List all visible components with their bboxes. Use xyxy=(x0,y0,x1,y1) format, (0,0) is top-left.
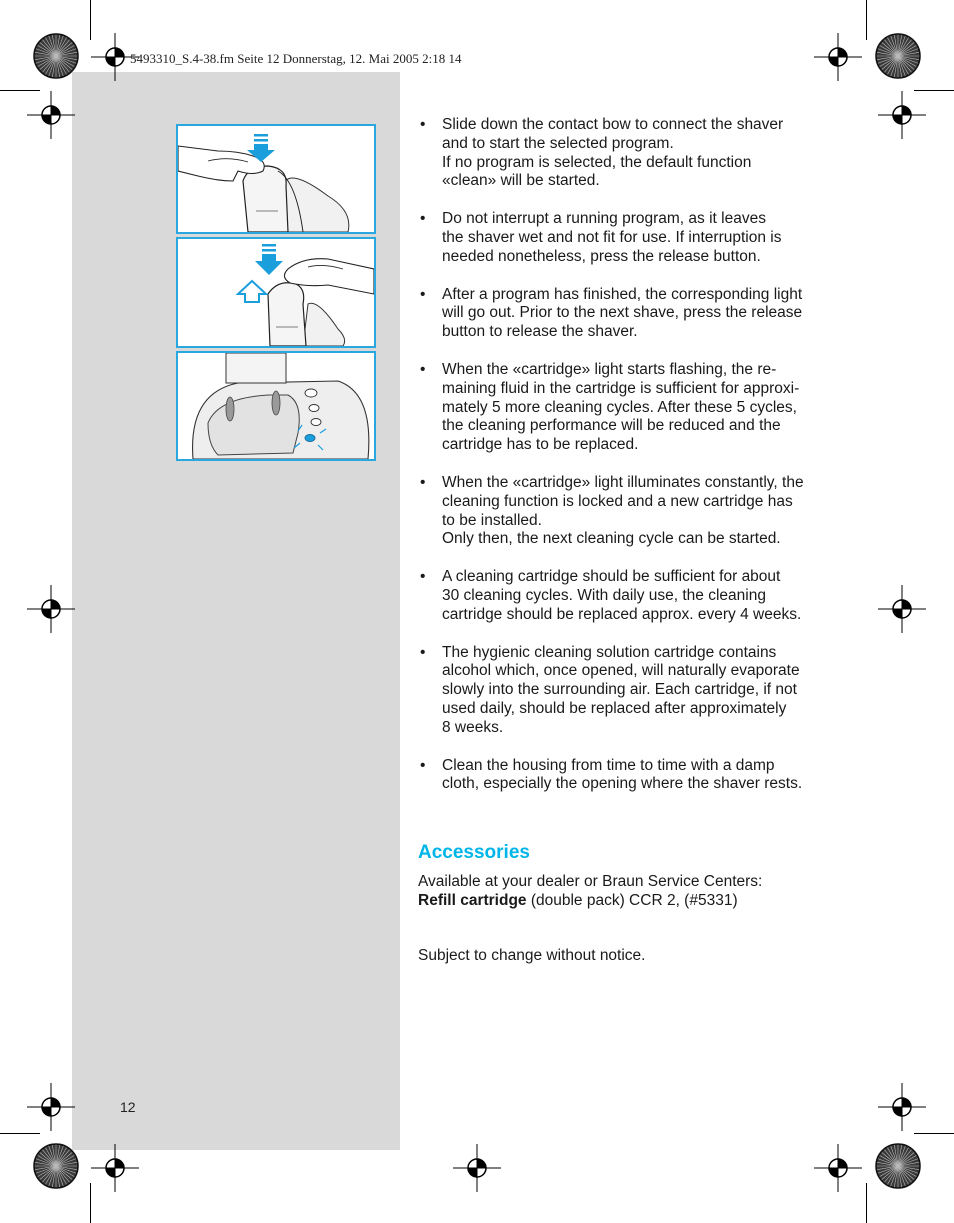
text-line: alcohol which, once opened, will naturally evaporate xyxy=(442,662,800,680)
text-line: 30 cleaning cycles. With daily use, the cleaning xyxy=(442,586,766,604)
text-line: the cleaning performance will be reduced and the xyxy=(442,417,781,435)
crop-line xyxy=(90,1183,91,1223)
accessories-product xyxy=(418,891,762,910)
registration-mark-icon xyxy=(878,91,926,139)
text-line: used daily, should be replaced after approximately xyxy=(442,699,787,717)
text-line: Only then, the next cleaning cycle can be started. xyxy=(442,530,781,548)
registration-mark-icon xyxy=(453,1144,501,1192)
text-line: When the «cartridge» light illuminates constantly, the xyxy=(442,473,804,491)
registration-mark-icon xyxy=(878,1083,926,1131)
text-line: When the «cartridge» light starts flashing, the re- xyxy=(442,360,777,378)
registration-mark-icon xyxy=(91,1144,139,1192)
figure-cartridge-light xyxy=(176,351,376,461)
text-line: slowly into the surrounding air. Each cartridge, if not xyxy=(442,681,797,699)
text-line: mately 5 more cleaning cycles. After these 5 cycles, xyxy=(442,398,797,416)
text-line: Do not interrupt a running program, as it leaves xyxy=(442,210,766,228)
text-line: cartridge should be replaced approx. every 4 weeks. xyxy=(442,605,802,623)
accessories-intro: Available at your dealer or Braun Service Centers: xyxy=(418,873,763,890)
color-wheel-icon xyxy=(33,33,79,79)
list-item xyxy=(418,210,838,266)
bullet-icon: • xyxy=(420,756,426,774)
product-name: Refill cartridge xyxy=(418,892,527,909)
crop-line xyxy=(0,90,40,91)
text-line: cartridge has to be replaced. xyxy=(442,436,639,454)
accessories-heading: Accessories xyxy=(418,842,530,863)
text-line: to be installed. xyxy=(442,511,542,529)
bullet-icon: • xyxy=(420,643,426,661)
text-line: After a program has finished, the corresponding light xyxy=(442,285,803,303)
crop-line xyxy=(866,0,867,40)
text-line: If no program is selected, the default function xyxy=(442,153,752,171)
list-item xyxy=(418,568,838,624)
page-number: 12 xyxy=(120,1099,136,1115)
bullet-icon: • xyxy=(420,116,426,133)
text-line: needed nonetheless, press the release button. xyxy=(442,247,761,265)
bullet-icon: • xyxy=(420,568,426,586)
text-line: «clean» will be started. xyxy=(442,172,600,190)
registration-mark-icon xyxy=(814,1144,862,1192)
bullet-icon: • xyxy=(420,473,426,491)
registration-mark-icon xyxy=(27,91,75,139)
text-line: and to start the selected program. xyxy=(442,134,674,152)
text-line: button to release the shaver. xyxy=(442,323,638,341)
instructions xyxy=(418,116,838,813)
text-line: Slide down the contact bow to connect the shaver xyxy=(442,116,784,133)
registration-mark-icon xyxy=(27,585,75,633)
figure-slide-contact-bow xyxy=(176,124,376,234)
text-line: maining fluid in the cartridge is sufficient for approxi- xyxy=(442,379,800,397)
registration-mark-icon xyxy=(27,1083,75,1131)
color-wheel-icon xyxy=(875,33,921,79)
bullet-icon: • xyxy=(420,210,426,228)
crop-line xyxy=(914,90,954,91)
list-item xyxy=(418,286,838,342)
list-item xyxy=(418,644,838,738)
color-wheel-icon xyxy=(33,1143,79,1189)
instruction-list xyxy=(418,116,838,794)
registration-mark-icon xyxy=(878,585,926,633)
text-line: Clean the housing from time to time with a damp xyxy=(442,756,775,774)
registration-mark-icon xyxy=(814,33,862,81)
crop-line xyxy=(0,1133,40,1134)
text-line: 8 weeks. xyxy=(442,718,504,736)
text-line: cleaning function is locked and a new cartridge has xyxy=(442,492,793,510)
crop-line xyxy=(866,1183,867,1223)
list-item xyxy=(418,474,838,549)
list-item xyxy=(418,757,838,795)
change-notice: Subject to change without notice. xyxy=(418,947,646,964)
text-line: A cleaning cartridge should be sufficient for about xyxy=(442,568,781,586)
product-details: (double pack) CCR 2, (#5331) xyxy=(526,892,738,909)
color-wheel-icon xyxy=(875,1143,921,1189)
list-item xyxy=(418,361,838,455)
bullet-icon: • xyxy=(420,285,426,303)
text-line: the shaver wet and not fit for use. If interruption is xyxy=(442,228,782,246)
list-item xyxy=(418,116,838,191)
text-line: cloth, especially the opening where the shaver rests. xyxy=(442,775,803,793)
crop-line xyxy=(90,0,91,40)
text-line: will go out. Prior to the next shave, press the release xyxy=(442,304,803,322)
figure-release-shaver xyxy=(176,237,376,348)
crop-line xyxy=(914,1133,954,1134)
bullet-icon: • xyxy=(420,360,426,378)
print-header: 5493310_S.4-38.fm Seite 12 Donnerstag, 12. Mai 2005 2:18 14 xyxy=(130,51,462,66)
text-line: The hygienic cleaning solution cartridge contains xyxy=(442,643,777,661)
accessories-text xyxy=(418,872,762,910)
registration-mark-icon xyxy=(91,33,139,81)
